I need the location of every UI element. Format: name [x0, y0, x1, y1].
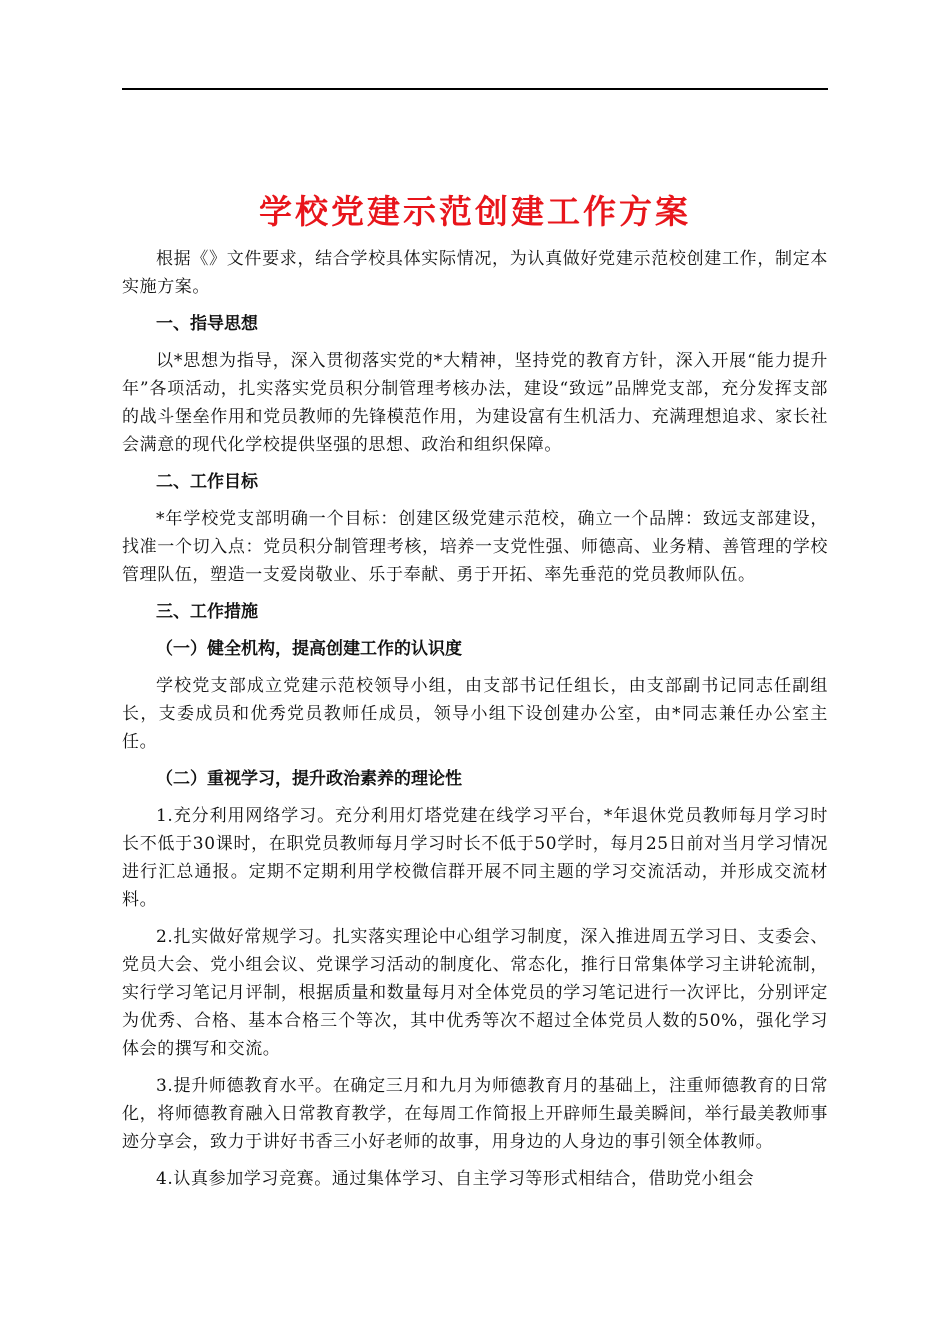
list-item-routine-study: 2.扎实做好常规学习。扎实落实理论中心组学习制度，深入推进周五学习日、支委会、党员大会、党小组会议、党课学习活动的制度化、常态化，推行日常集体学习主讲轮流制，实行学习笔记月评制，根据质量和数量每月对全体党员的学习笔记进行一次评比，分别评定为优秀、合格、基本合格三个等次，其中优秀等次不超过全体党员人数的50%，强化学习体会的撰写和交流。 [122, 927, 828, 1059]
list-item-study-competition: 4.认真参加学习竞赛。通过集体学习、自主学习等形式相结合，借助党小组会 [156, 1169, 755, 1189]
intro-paragraph: 根据《》文件要求，结合学校具体实际情况，为认真做好党建示范校创建工作，制定本实施方案。 [122, 249, 828, 297]
section-heading-guiding-ideology: 一、指导思想 [156, 314, 258, 334]
subsection-heading-study: （二）重视学习，提升政治素养的理论性 [156, 769, 462, 789]
subsection-heading-organization: （一）健全机构，提高创建工作的认识度 [156, 639, 462, 659]
section-heading-work-goals: 二、工作目标 [156, 472, 258, 492]
header-rule [122, 88, 828, 90]
paragraph-work-goals: *年学校党支部明确一个目标：创建区级党建示范校，确立一个品牌：致远支部建设，找准一个切入点：党员积分制管理考核，培养一支党性强、师德高、业务精、善管理的学校管理队伍，塑造一支爱岗敬业、乐于奉献、勇于开拓、率先垂范的党员教师队伍。 [122, 509, 828, 585]
document-body [122, 186, 828, 1202]
section-heading-work-measures: 三、工作措施 [156, 602, 258, 622]
paragraph-organization: 学校党支部成立党建示范校领导小组，由支部书记任组长，由支部副书记同志任副组长，支委成员和优秀党员教师任成员，领导小组下设创建办公室，由*同志兼任办公室主任。 [122, 676, 828, 752]
list-item-ethics-education: 3.提升师德教育水平。在确定三月和九月为师德教育月的基础上，注重师德教育的日常化，将师德教育融入日常教育教学，在每周工作简报上开辟师生最美瞬间，举行最美教师事迹分享会，致力于讲好书香三小好老师的故事，用身边的人身边的事引领全体教师。 [122, 1076, 828, 1152]
paragraph-guiding-ideology: 以*思想为指导，深入贯彻落实党的*大精神，坚持党的教育方针，深入开展“能力提升年”各项活动，扎实落实党员积分制管理考核办法，建设“致远”品牌党支部，充分发挥支部的战斗堡垒作用和党员教师的先锋模范作用，为建设富有生机活力、充满理想追求、家长社会满意的现代化学校提供坚强的思想、政治和组织保障。 [122, 351, 828, 455]
list-item-online-study: 1.充分利用网络学习。充分利用灯塔党建在线学习平台，*年退休党员教师每月学习时长不低于30课时，在职党员教师每月学习时长不低于50学时，每月25日前对当月学习情况进行汇总通报。定期不定期利用学校微信群开展不同主题的学习交流活动，并形成交流材料。 [122, 806, 828, 910]
document-title: 学校党建示范创建工作方案 [259, 192, 691, 231]
